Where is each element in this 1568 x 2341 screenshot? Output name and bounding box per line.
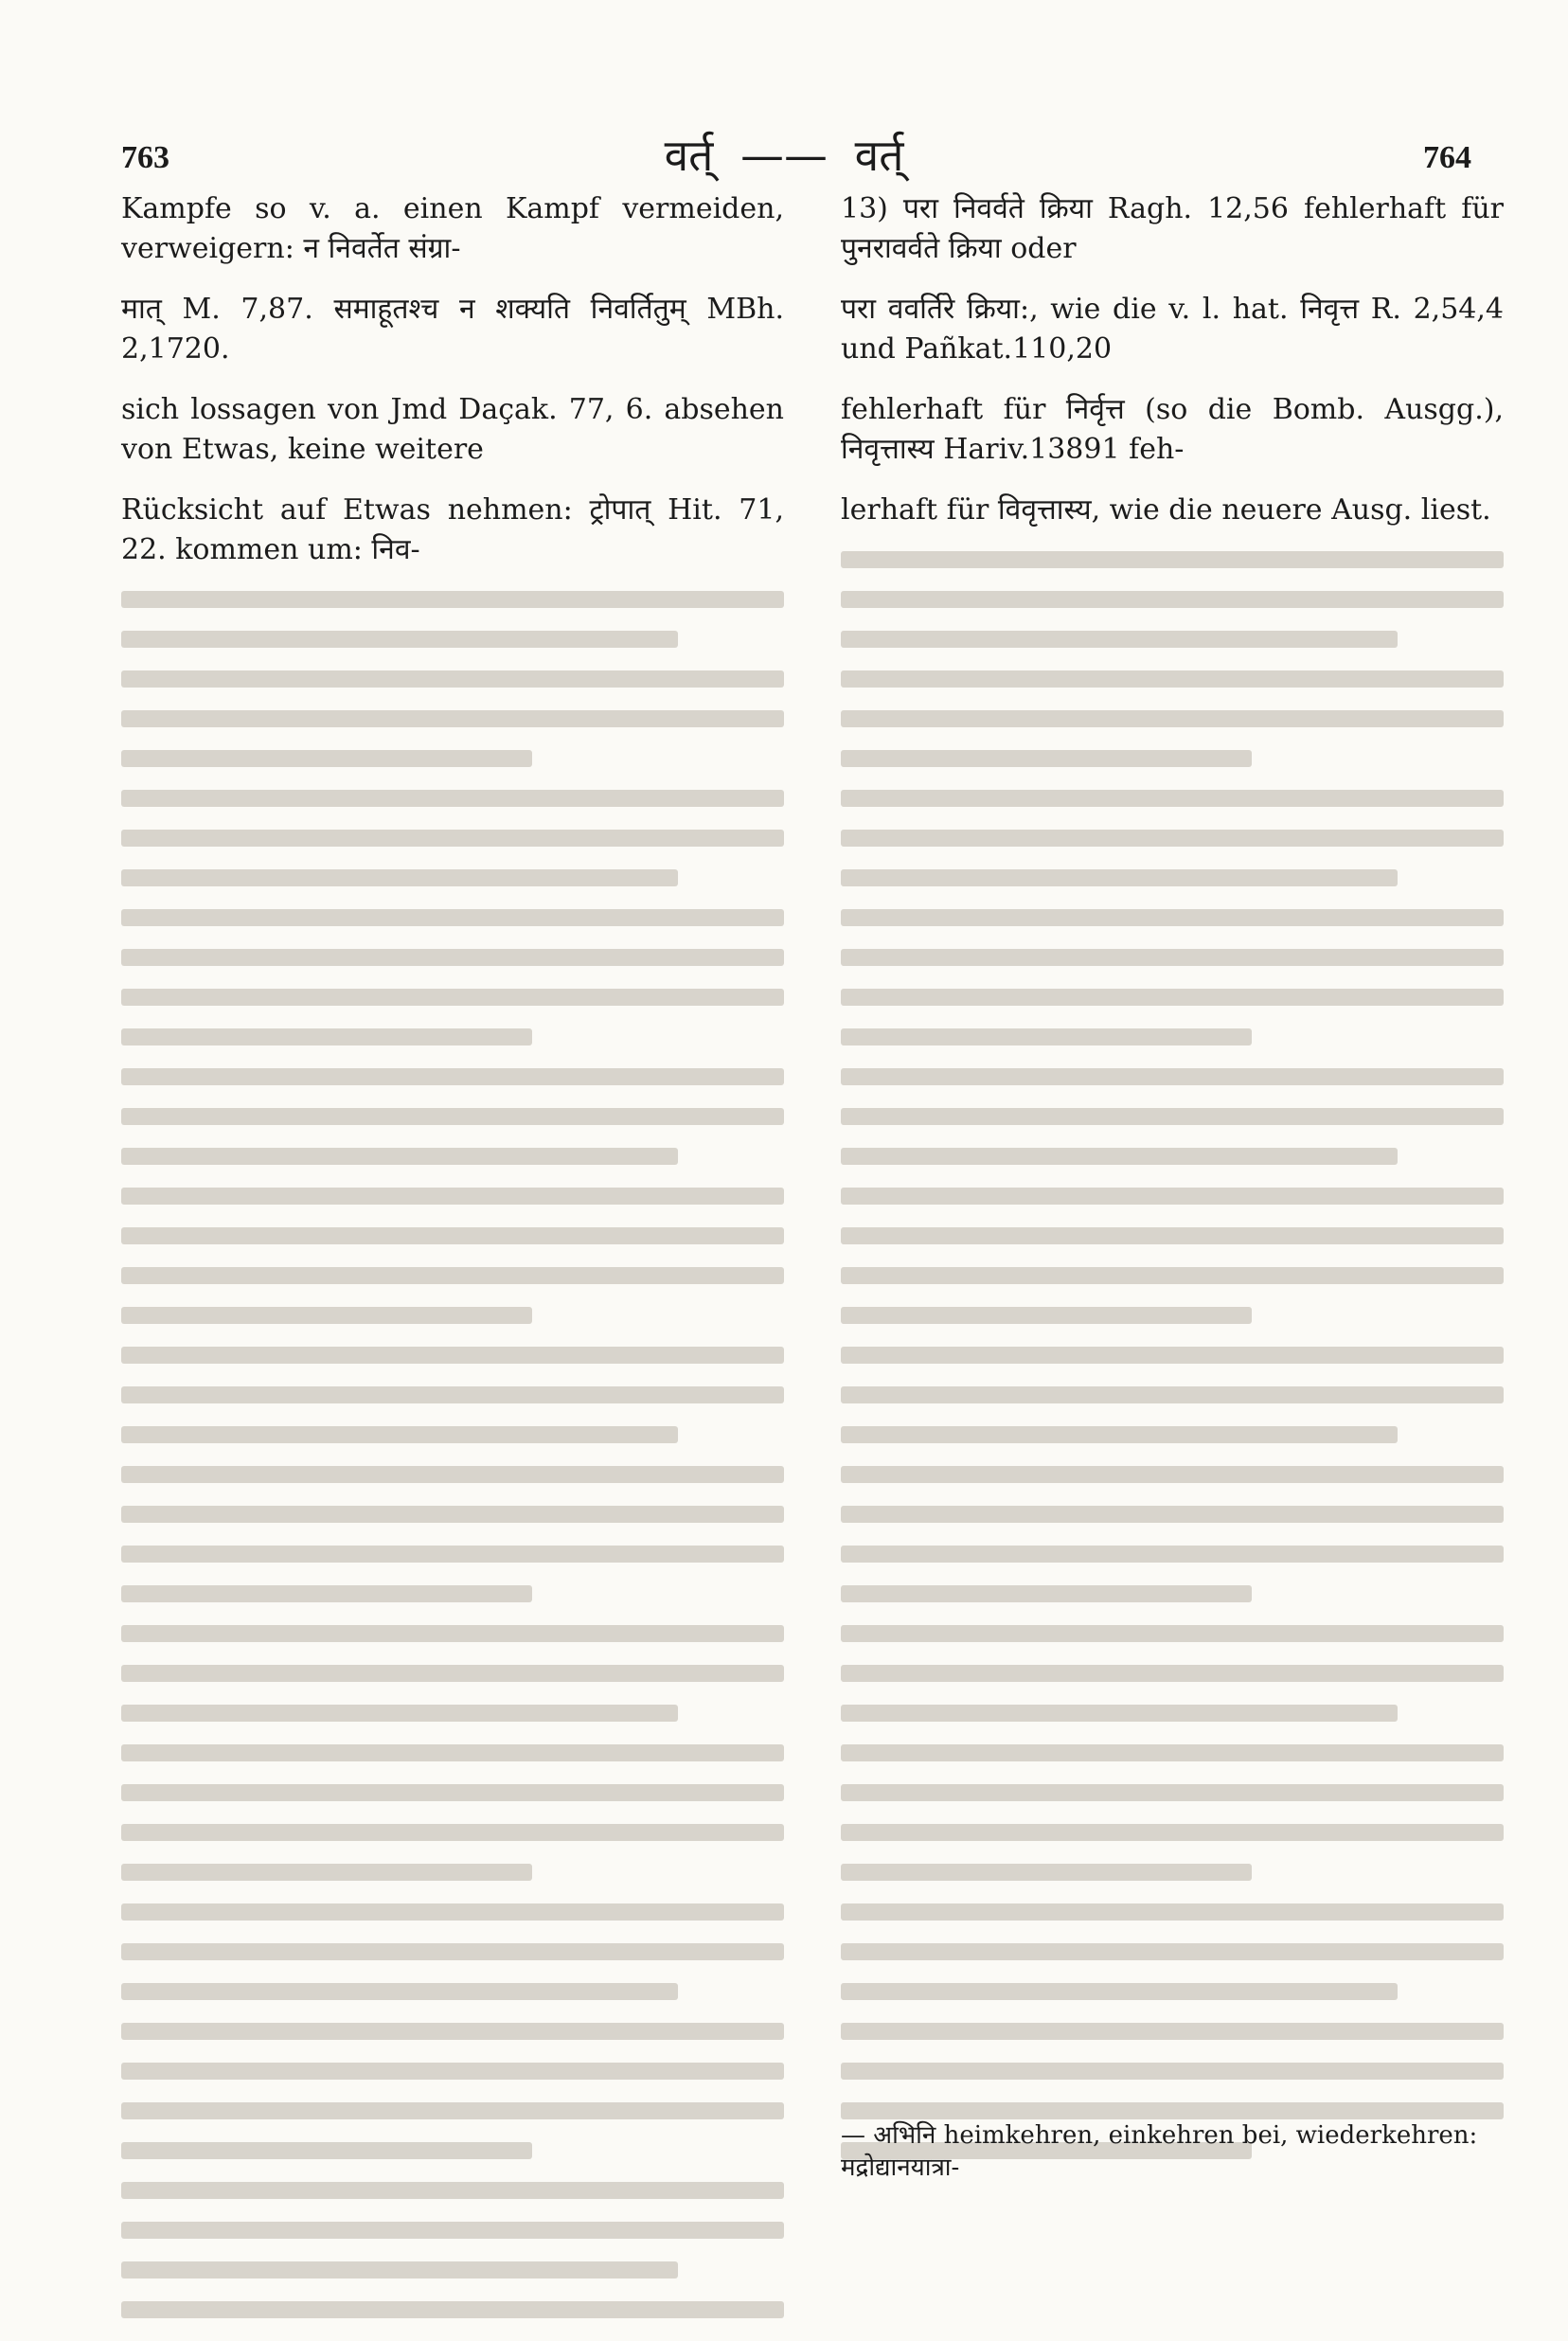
running-title-dash: ——	[740, 130, 828, 181]
text-line	[121, 830, 784, 847]
text-line	[121, 670, 784, 688]
left-line-2: मात् M. 7,87. समाहूतश्च न शक्यति निवर्तितुम् MBh. 2,1720.	[121, 293, 784, 366]
final-entry-line: — अभिनि heimkehren, einkehren bei, wiederkehren: मद्रोद्यानयात्रा-	[841, 2121, 1478, 2182]
text-line	[841, 1864, 1252, 1881]
text-line	[121, 1028, 532, 1045]
left-line-4: Rücksicht auf Etwas nehmen: ट्रोपात् Hit. 71, 22. kommen um: निव-	[121, 493, 784, 566]
text-line	[841, 1625, 1504, 1642]
text-line	[121, 790, 784, 807]
text-line	[121, 1824, 784, 1841]
running-title-left: वर्त्	[664, 130, 714, 181]
text-line	[121, 2063, 784, 2080]
text-line	[121, 2023, 784, 2040]
page-number-left: 763	[121, 140, 169, 175]
text-line	[841, 1744, 1504, 1761]
text-line	[841, 1943, 1504, 1960]
text-line	[121, 1148, 678, 1165]
text-line	[121, 869, 678, 886]
right-line-2: परा ववर्तिरे क्रिया:, wie die v. l. hat. निवृत्त R. 2,54,4 und Pañkat.110,20	[841, 293, 1504, 366]
text-line	[121, 1267, 784, 1284]
text-line	[841, 1227, 1504, 1244]
text-line	[841, 1148, 1398, 1165]
text-line	[121, 1068, 784, 1085]
text-line	[841, 869, 1398, 886]
text-line	[841, 1784, 1504, 1801]
text-line	[121, 1625, 784, 1642]
left-column	[121, 189, 784, 2341]
text-line	[121, 1665, 784, 1682]
right-column	[841, 189, 1504, 2182]
text-line	[121, 2301, 784, 2318]
text-line	[841, 670, 1504, 688]
text-line	[841, 1824, 1504, 1841]
text-line	[121, 2142, 532, 2159]
text-line	[841, 1546, 1504, 1563]
text-line	[121, 1506, 784, 1523]
text-line	[121, 1705, 678, 1722]
running-title	[0, 125, 1568, 184]
text-line	[841, 1347, 1504, 1364]
text-line	[121, 1864, 532, 1881]
page-header	[0, 0, 1568, 189]
text-line	[841, 1386, 1504, 1403]
text-line	[121, 909, 784, 926]
left-line-3: sich lossagen von Jmd Daçak. 77, 6. absehen von Etwas, keine weitere	[121, 393, 784, 466]
text-line	[841, 1903, 1504, 1921]
text-line	[841, 1108, 1504, 1125]
text-line	[121, 750, 532, 767]
text-line	[121, 631, 678, 648]
left-line-1: Kampfe so v. a. einen Kampf vermeiden, verweigern: न निवर्तेत संग्रा-	[121, 192, 784, 265]
text-line	[121, 1108, 784, 1125]
text-line	[121, 1903, 784, 1921]
text-line	[121, 1983, 678, 2000]
text-line	[841, 1506, 1504, 1523]
text-line	[841, 1426, 1398, 1443]
text-line	[121, 1943, 784, 1960]
text-line	[841, 710, 1504, 727]
text-line	[841, 1983, 1398, 2000]
text-line	[121, 1744, 784, 1761]
text-line	[121, 1188, 784, 1205]
text-line	[841, 591, 1504, 608]
text-line	[121, 1466, 784, 1483]
text-line	[841, 2063, 1504, 2080]
text-line	[841, 1705, 1398, 1722]
text-line	[841, 1466, 1504, 1483]
text-line	[121, 2182, 784, 2199]
running-title-right: वर्त्	[854, 130, 904, 181]
text-line	[121, 2102, 784, 2119]
text-line	[841, 2102, 1504, 2119]
right-line-1: 13) परा निवर्वते क्रिया Ragh. 12,56 fehlerhaft für पुनरावर्वते क्रिया oder	[841, 192, 1504, 265]
text-line	[121, 1307, 532, 1324]
text-line	[841, 551, 1504, 568]
text-line	[841, 989, 1504, 1006]
text-line	[841, 1028, 1252, 1045]
text-line	[121, 2222, 784, 2239]
right-line-3: fehlerhaft für निर्वृत्त (so die Bomb. Ausgg.), निवृत्तास्य Hariv.13891 feh-	[841, 393, 1504, 466]
text-line	[121, 591, 784, 608]
right-column-body-text	[841, 551, 1504, 2159]
text-line	[841, 790, 1504, 807]
text-line	[841, 1665, 1504, 1682]
text-line	[841, 631, 1398, 648]
text-line	[121, 710, 784, 727]
text-line	[841, 1307, 1252, 1324]
text-line	[121, 2261, 678, 2278]
text-line	[121, 1386, 784, 1403]
text-line	[121, 949, 784, 966]
text-line	[841, 2023, 1504, 2040]
page-number-right: 764	[1423, 140, 1471, 175]
text-line	[841, 909, 1504, 926]
text-line	[841, 1267, 1504, 1284]
text-line	[121, 1227, 784, 1244]
text-line	[121, 989, 784, 1006]
text-line	[121, 1347, 784, 1364]
text-line	[121, 1585, 532, 1602]
text-line	[841, 830, 1504, 847]
text-line	[841, 1585, 1252, 1602]
text-line	[841, 1068, 1504, 1085]
text-line	[121, 1546, 784, 1563]
text-line	[841, 750, 1252, 767]
left-column-body-text	[121, 591, 784, 2318]
text-line	[121, 1784, 784, 1801]
right-line-4: lerhaft für विवृत्तास्य, wie die neuere Ausg. liest.	[841, 493, 1491, 527]
text-line	[841, 1188, 1504, 1205]
text-line	[841, 949, 1504, 966]
text-line	[121, 1426, 678, 1443]
